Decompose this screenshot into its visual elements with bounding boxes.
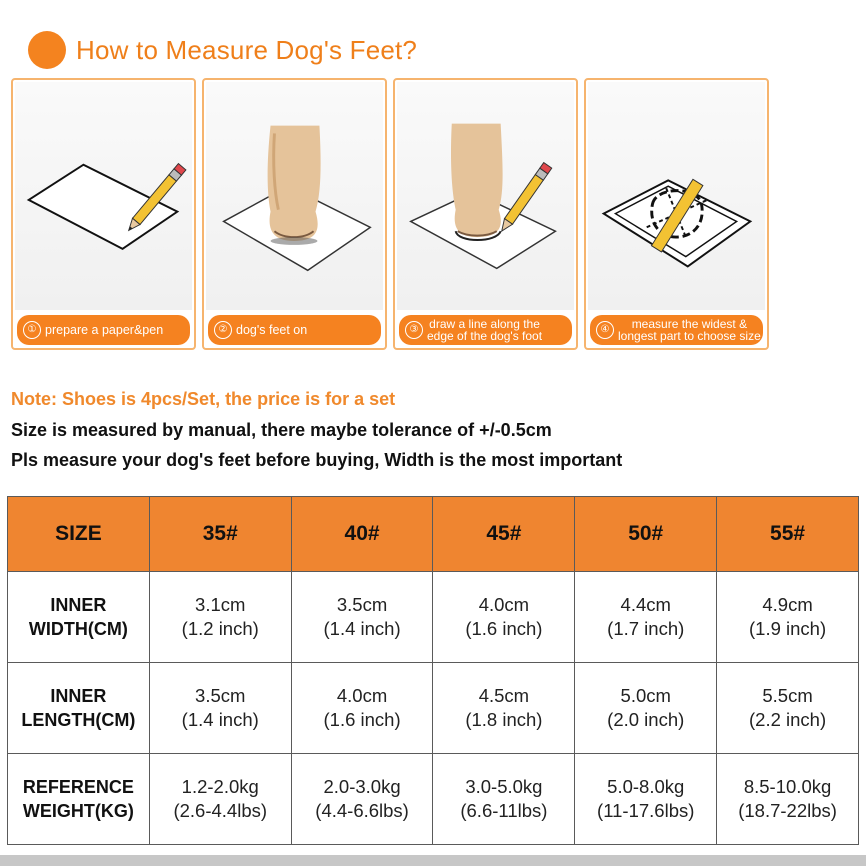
header-50: 50#	[575, 497, 717, 572]
table-cell: 5.5cm (2.2 inch)	[717, 663, 859, 754]
step-2-label: ② dog's feet on	[208, 315, 381, 345]
size-chart-table	[7, 496, 859, 845]
table-cell: 3.5cm (1.4 inch)	[291, 572, 433, 663]
notes-block	[11, 384, 622, 476]
table-cell: 4.4cm (1.7 inch)	[575, 572, 717, 663]
ruler-measure-icon	[588, 82, 765, 310]
step-1-card	[11, 78, 196, 350]
table-cell: 2.0-3.0kg (4.4-6.6lbs)	[291, 754, 433, 845]
trace-paw-icon	[397, 82, 574, 310]
table-cell: 3.5cm (1.4 inch)	[149, 663, 291, 754]
table-cell: 3.1cm (1.2 inch)	[149, 572, 291, 663]
step-4-card	[584, 78, 769, 350]
table-cell: 8.5-10.0kg (18.7-22lbs)	[717, 754, 859, 845]
step-3-label: ③ draw a line along the edge of the dog's foot	[399, 315, 572, 345]
page-header	[28, 30, 417, 70]
table-cell: 4.0cm (1.6 inch)	[291, 663, 433, 754]
step-3-card	[393, 78, 578, 350]
note-set-price: Note: Shoes is 4pcs/Set, the price is for a set	[11, 389, 396, 409]
table-cell: 4.0cm (1.6 inch)	[433, 572, 575, 663]
note-tolerance: Size is measured by manual, there maybe tolerance of +/-0.5cm	[11, 419, 552, 440]
page-title: How to Measure Dog's Feet?	[76, 34, 418, 65]
paper-pen-icon	[15, 82, 192, 310]
table-row	[8, 663, 859, 754]
header-size: SIZE	[8, 497, 150, 572]
table-row	[8, 572, 859, 663]
step-1-label: ① prepare a paper&pen	[17, 315, 190, 345]
table-cell: 5.0cm (2.0 inch)	[575, 663, 717, 754]
orange-dot-icon	[28, 31, 66, 69]
header-35: 35#	[149, 497, 291, 572]
table-cell: 5.0-8.0kg (11-17.6lbs)	[575, 754, 717, 845]
table-cell: 1.2-2.0kg (2.6-4.4lbs)	[149, 754, 291, 845]
row-label-inner-width: INNER WIDTH(CM)	[8, 572, 150, 663]
table-header-row	[8, 497, 859, 572]
header-55: 55#	[717, 497, 859, 572]
header-45: 45#	[433, 497, 575, 572]
table-cell: 4.9cm (1.9 inch)	[717, 572, 859, 663]
table-cell: 3.0-5.0kg (6.6-11lbs)	[433, 754, 575, 845]
table-cell: 4.5cm (1.8 inch)	[433, 663, 575, 754]
header-40: 40#	[291, 497, 433, 572]
note-measure-first: Pls measure your dog's feet before buying, Width is the most important	[11, 450, 623, 470]
step-4-label: ④ measure the widest & longest part to choose size	[590, 315, 763, 345]
step-2-card	[202, 78, 387, 350]
row-label-inner-length: INNER LENGTH(CM)	[8, 663, 150, 754]
table-row	[8, 754, 859, 845]
measure-steps	[11, 78, 773, 352]
row-label-reference-weight: REFERENCE WEIGHT(KG)	[8, 754, 150, 845]
bottom-divider	[0, 855, 866, 866]
dog-paw-on-paper-icon	[206, 82, 383, 310]
